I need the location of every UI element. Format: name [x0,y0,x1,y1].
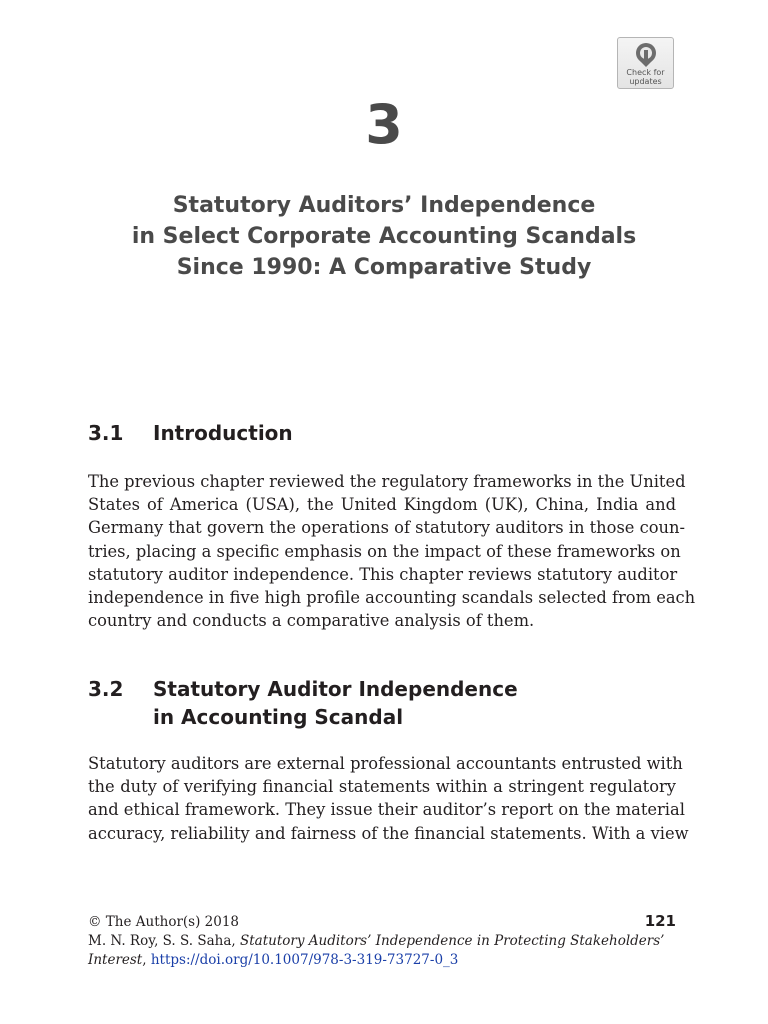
section-title [153,419,293,447]
doi-link[interactable]: https://doi.org/10.1007/978-3-319-73727-0_3 [150,952,459,968]
page-number: 121 [644,912,676,930]
citation-book-title: Statutory Auditors’ Independence in Protecting Stakeholders’ [239,933,665,949]
paragraph-line: the duty of verifying financial statements within a stringent regulatory [88,777,676,797]
section-title-line: Introduction [153,421,293,445]
paragraph-line: accuracy, reliability and fairness of the financial statements. With a view [88,823,689,843]
badge-label-line2: updates [629,77,662,86]
intro-paragraph [88,470,696,632]
section-heading-scandal [88,675,688,731]
chapter-title-line: in Select Corporate Accounting Scandals [131,224,637,249]
paragraph-line: and ethical framework. They issue their auditor’s report on the material [88,800,685,820]
citation-book-title-cont: Interest [88,952,143,968]
citation-separator: , [142,952,147,968]
citation-authors: M. N. Roy, S. S. Saha, [88,933,236,949]
section-number: 3.1 [88,421,124,445]
paragraph-line: The previous chapter reviewed the regulatory frameworks in the United [88,472,686,491]
scandal-paragraph [88,752,689,845]
paragraph-line: independence in five high profile accounting scandals selected from each [88,588,696,608]
citation-line [88,932,676,951]
paragraph-line: country and conducts a comparative analysis of them. [88,611,535,631]
section-title-line: Statutory Auditor Independence [153,677,518,701]
paragraph-line: tries, placing a specific emphasis on the impact of these frameworks on [88,541,681,561]
chapter-title-line: Since 1990: A Comparative Study [176,255,592,280]
chapter-number: 3 [365,93,403,156]
paragraph-line: Statutory auditors are external professional accountants entrusted with [88,754,683,773]
citation-line [88,951,676,970]
section-title [153,675,518,731]
chapter-title-line: Statutory Auditors’ Independence [172,193,596,218]
paragraph-line: statutory auditor independence. This chapter reviews statutory auditor [88,564,678,584]
section-number: 3.2 [88,677,124,701]
check-for-updates-icon [635,42,657,68]
badge-label-line1: Check for [626,68,665,77]
paragraph-line: Germany that govern the operations of statutory auditors in those coun- [88,518,686,538]
section-title-line: in Accounting Scandal [153,705,404,729]
paragraph-line: States of America (USA), the United Kingdom (UK), China, India and [88,495,676,515]
section-heading-intro [88,419,688,447]
chapter-title [70,190,698,283]
check-for-updates-badge[interactable] [617,37,674,89]
citation-footer [88,913,676,970]
copyright-line: © The Author(s) 2018 [88,914,240,930]
